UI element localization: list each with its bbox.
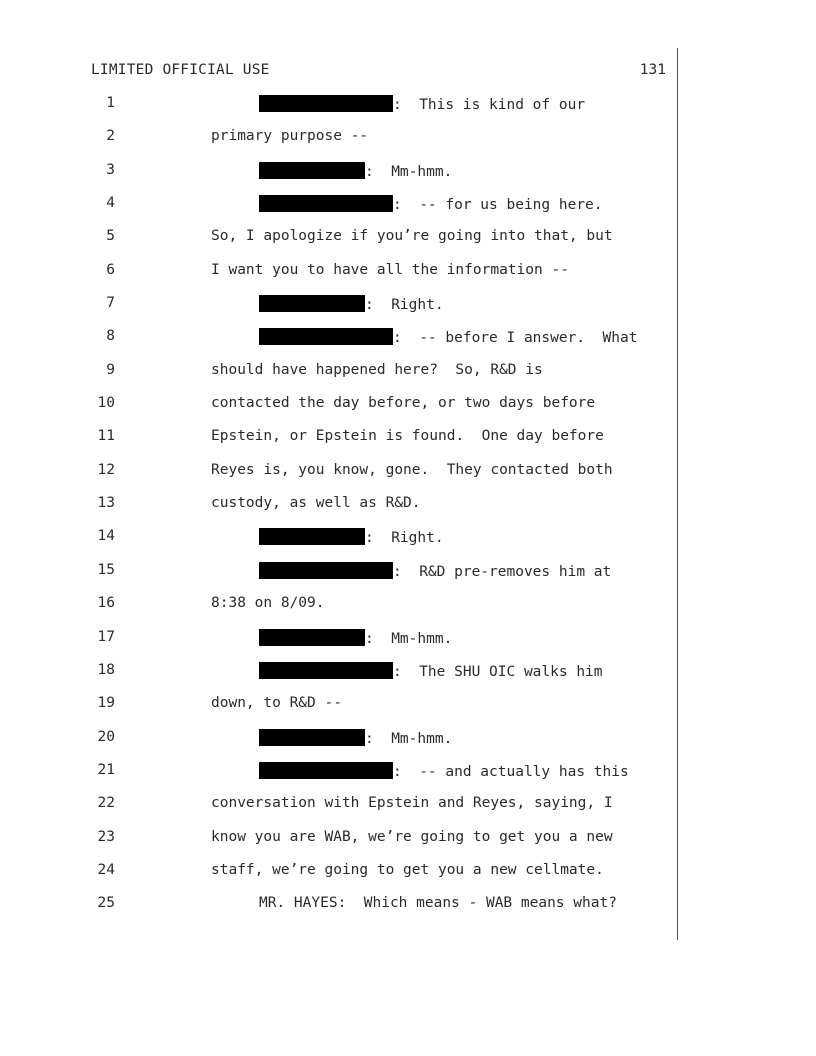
line-number: 16 [97, 595, 115, 612]
transcript-line [0, 390, 816, 423]
redaction-block [259, 162, 365, 179]
line-number: 22 [97, 795, 115, 812]
redaction-block [259, 328, 393, 345]
line-content: Reyes is, you know, gone. They contacted both [211, 461, 613, 478]
line-text [259, 95, 585, 113]
line-number: 1 [106, 95, 115, 111]
line-content: : The SHU OIC walks him [393, 663, 603, 680]
line-text [211, 428, 604, 444]
line-content: primary purpose -- [211, 128, 369, 145]
transcript-line [0, 724, 816, 757]
line-content: MR. HAYES: Which means - WAB means what? [259, 895, 617, 912]
line-text [259, 629, 452, 647]
line-number: 11 [97, 428, 115, 445]
line-text [211, 128, 368, 144]
transcript-line [0, 890, 816, 923]
line-content: : Mm-hmm. [365, 630, 453, 647]
line-text [259, 895, 617, 911]
line-content: : -- before I answer. What [393, 330, 638, 347]
line-text [211, 595, 325, 611]
redaction-block [259, 195, 393, 212]
line-number: 15 [97, 561, 115, 578]
line-text [259, 528, 444, 546]
transcript-line [0, 590, 816, 623]
transcript-line [0, 90, 816, 123]
line-content: : This is kind of our [393, 97, 586, 113]
line-number: 18 [97, 661, 115, 678]
line-number: 17 [97, 628, 115, 645]
line-text [211, 495, 421, 511]
line-content: conversation with Epstein and Reyes, saying, I [211, 795, 613, 812]
transcript-line [0, 223, 816, 256]
line-number: 8 [106, 328, 115, 345]
redaction-block [259, 562, 393, 579]
transcript-line [0, 624, 816, 657]
transcript-line [0, 557, 816, 590]
line-number: 12 [97, 461, 115, 478]
line-content: : Mm-hmm. [365, 730, 453, 747]
line-content: staff, we’re going to get you a new cellmate. [211, 861, 604, 878]
transcript-body [0, 90, 816, 924]
transcript-line [0, 790, 816, 823]
line-number: 10 [97, 395, 115, 412]
line-text [259, 162, 452, 180]
line-text [211, 795, 613, 811]
line-text [211, 862, 604, 878]
line-content: : Right. [365, 530, 444, 547]
line-content: So, I apologize if you’re going into that, but [211, 228, 613, 245]
transcript-line [0, 123, 816, 156]
line-number: 5 [106, 228, 115, 245]
transcript-line [0, 190, 816, 223]
transcript-line [0, 757, 816, 790]
line-content: Epstein, or Epstein is found. One day before [211, 428, 604, 445]
line-content: down, to R&D -- [211, 695, 342, 712]
transcript-line [0, 357, 816, 390]
line-number: 2 [106, 128, 115, 145]
line-content: I want you to have all the information -- [211, 261, 569, 278]
transcript-line [0, 157, 816, 190]
line-content: should have happened here? So, R&D is [211, 361, 543, 378]
line-content: custody, as well as R&D. [211, 495, 421, 512]
line-text [259, 328, 637, 346]
line-content: : R&D pre-removes him at [393, 563, 612, 580]
transcript-line [0, 457, 816, 490]
line-content: : Right. [365, 297, 444, 314]
transcript-line [0, 824, 816, 857]
line-number: 6 [106, 261, 115, 278]
line-content: : -- and actually has this [393, 763, 629, 780]
redaction-block [259, 95, 393, 112]
line-content: : -- for us being here. [393, 197, 603, 214]
transcript-line [0, 423, 816, 456]
line-text [211, 462, 613, 478]
line-number: 23 [97, 828, 115, 845]
line-text [259, 195, 603, 213]
redaction-block [259, 662, 393, 679]
transcript-line [0, 257, 816, 290]
redaction-block [259, 762, 393, 779]
line-text [259, 295, 444, 313]
line-text [211, 228, 613, 244]
redaction-block [259, 295, 365, 312]
line-number: 4 [106, 195, 115, 212]
transcript-line [0, 323, 816, 356]
line-number: 9 [106, 361, 115, 378]
redaction-block [259, 528, 365, 545]
line-number: 3 [106, 161, 115, 178]
redaction-block [259, 629, 365, 646]
line-text [211, 362, 543, 378]
transcript-line [0, 523, 816, 556]
line-content: : Mm-hmm. [365, 163, 453, 180]
line-text [211, 695, 342, 711]
line-text [259, 662, 603, 680]
line-content: contacted the day before, or two days before [211, 395, 596, 412]
line-text [211, 829, 613, 845]
transcript-line [0, 690, 816, 723]
classification-header: LIMITED OFFICIAL USE [91, 62, 270, 78]
line-text [259, 762, 629, 780]
line-number: 20 [97, 728, 115, 745]
line-number: 13 [97, 495, 115, 512]
line-text [259, 562, 611, 580]
line-number: 24 [97, 861, 115, 878]
transcript-line [0, 290, 816, 323]
line-number: 21 [97, 761, 115, 778]
line-content: know you are WAB, we’re going to get you a new [211, 828, 613, 845]
line-number: 14 [97, 528, 115, 545]
line-text [211, 262, 569, 278]
page-number: 131 [639, 62, 666, 78]
line-content: 8:38 on 8/09. [211, 595, 325, 612]
line-text [259, 729, 452, 747]
line-text [211, 395, 595, 411]
transcript-line [0, 857, 816, 890]
line-number: 7 [106, 295, 115, 312]
transcript-line [0, 490, 816, 523]
line-number: 25 [97, 895, 115, 912]
line-number: 19 [97, 695, 115, 712]
redaction-block [259, 729, 365, 746]
transcript-line [0, 657, 816, 690]
